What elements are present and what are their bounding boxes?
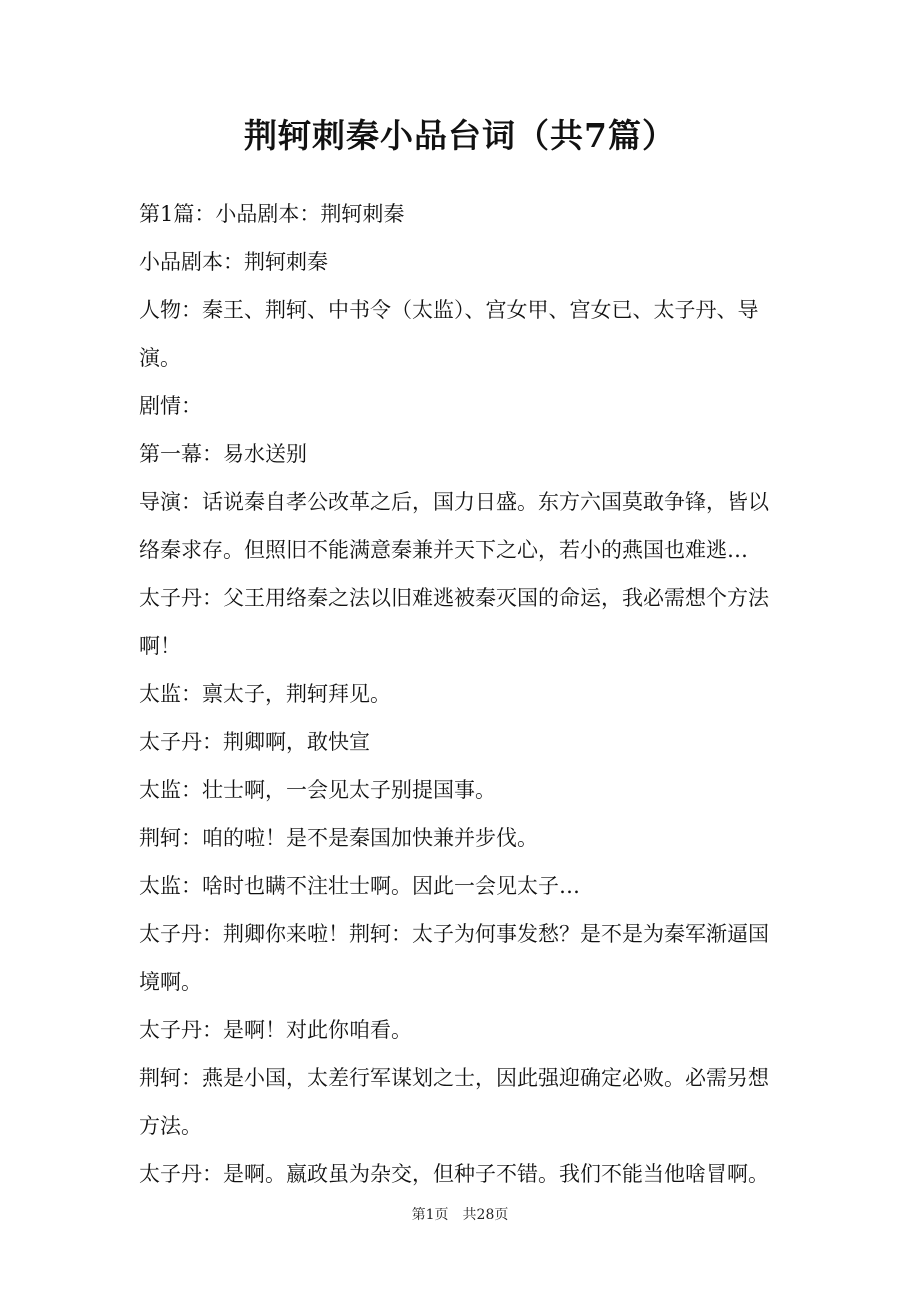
paragraph: 剧情： bbox=[139, 394, 202, 418]
paragraph: 导演：话说秦自孝公改革之后，国力日盛。东方六国莫敢争锋，皆以络秦求存。但照旧不能满意秦兼并天下之心，若小的燕国也难逃… bbox=[139, 490, 769, 562]
paragraph: 太监：啥时也瞒不注壮士啊。因此一会见太子… bbox=[139, 874, 580, 898]
paragraph: 太监：禀太子，荆轲拜见。 bbox=[139, 682, 391, 706]
page-number-current: 第1页 bbox=[411, 1207, 449, 1223]
paragraph: 荆轲：咱的啦！是不是秦国加快兼并步伐。 bbox=[139, 826, 538, 850]
paragraph: 小品剧本：荆轲刺秦 bbox=[139, 250, 328, 274]
paragraph: 人物：秦王、荆轲、中书令（太监）、宫女甲、宫女已、太子丹、导演。 bbox=[139, 298, 759, 370]
page-number-total: 共28页 bbox=[462, 1207, 509, 1223]
paragraph: 太子丹：荆卿你来啦！荆轲：太子为何事发愁？是不是为秦军渐逼国境啊。 bbox=[139, 922, 769, 994]
paragraph: 太子丹：荆卿啊，敢快宣 bbox=[139, 730, 370, 754]
document-title: 荆轲刺秦小品台词（共7篇） bbox=[244, 116, 676, 155]
paragraph: 太子丹：是啊！对此你咱看。 bbox=[139, 1018, 412, 1042]
paragraph: 第1篇：小品剧本：荆轲刺秦 bbox=[139, 202, 405, 226]
paragraph: 荆轲：燕是小国，太差行军谋划之士，因此强迎确定必败。必需另想方法。 bbox=[139, 1066, 769, 1138]
page-footer bbox=[0, 1205, 920, 1225]
paragraph: 第一幕：易水送别 bbox=[139, 442, 307, 466]
paragraph: 太监：壮士啊，一会见太子别提国事。 bbox=[139, 778, 496, 802]
paragraph: 太子丹：是啊。嬴政虽为杂交，但种子不错。我们不能当他啥冒啊。 bbox=[139, 1162, 769, 1186]
document-body bbox=[139, 190, 784, 1198]
paragraph: 太子丹：父王用络秦之法以旧难逃被秦灭国的命运，我必需想个方法啊！ bbox=[139, 586, 769, 658]
